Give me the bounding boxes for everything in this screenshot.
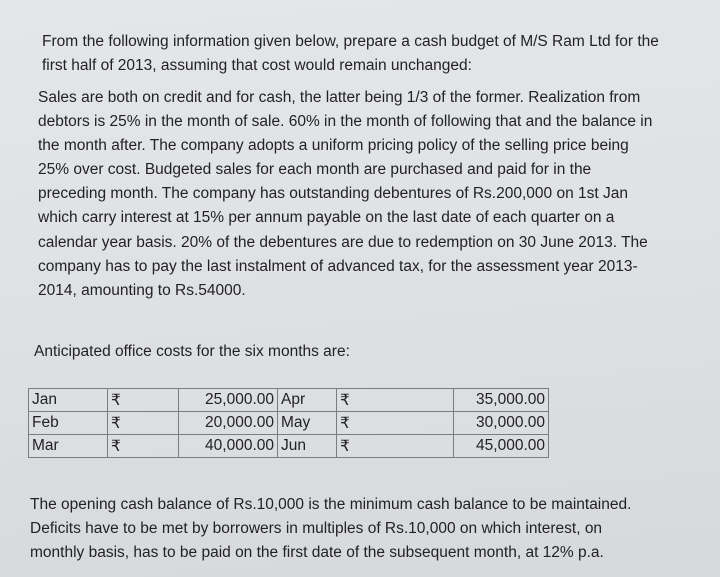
amount-cell: 35,000.00 <box>454 389 549 412</box>
text-line: company has to pay the last instalment of advanced tax, for the assessment year 2013- <box>38 257 638 275</box>
text-line: preceding month. The company has outstanding debentures of Rs.200,000 on 1st Jan <box>38 185 628 203</box>
text-line: monthly basis, has to be paid on the first date of the subsequent month, at 12% p.a. <box>30 544 604 562</box>
rupee-symbol: ₹ <box>337 435 454 458</box>
text-line: The opening cash balance of Rs.10,000 is the minimum cash balance to be maintained. <box>30 496 632 513</box>
rupee-symbol: ₹ <box>108 389 179 412</box>
month-cell: Feb <box>29 412 108 435</box>
amount-cell: 25,000.00 <box>179 389 278 412</box>
text-line: debtors is 25% in the month of sale. 60% in the month of following that and the balance in <box>38 113 653 131</box>
text-line: calendar year basis. 20% of the debentures are due to redemption on 30 June 2013. The <box>38 233 648 251</box>
amount-cell: 20,000.00 <box>179 412 278 435</box>
amount-cell: 45,000.00 <box>454 435 549 458</box>
month-cell: Apr <box>278 389 337 412</box>
amount-cell: 40,000.00 <box>179 435 278 458</box>
rupee-symbol: ₹ <box>337 389 454 412</box>
office-costs-heading: Anticipated office costs for the six months are: <box>34 343 350 360</box>
text-line: 25% over cost. Budgeted sales for each month are purchased and paid for in the <box>38 161 592 179</box>
text-line: 2014, amounting to Rs.54000. <box>38 281 246 299</box>
office-costs-table <box>28 388 549 458</box>
text-line: the month after. The company adopts a uniform pricing policy of the selling price being <box>38 137 629 155</box>
text-line: From the following information given below, prepare a cash budget of M/S Ram Ltd for the <box>42 33 659 50</box>
table-row <box>29 435 549 458</box>
closing-note <box>30 493 631 566</box>
text-line: Sales are both on credit and for cash, the latter being 1/3 of the former. Realization from <box>38 89 641 106</box>
question-intro <box>42 30 659 77</box>
rupee-symbol: ₹ <box>337 412 454 435</box>
text-line: Deficits have to be met by borrowers in multiples of Rs.10,000 on which interest, on <box>30 520 603 538</box>
text-line: which carry interest at 15% per annum payable on the last date of each quarter on a <box>38 209 615 227</box>
amount-cell: 30,000.00 <box>454 412 549 435</box>
conditions-paragraph <box>38 86 652 303</box>
rupee-symbol: ₹ <box>108 412 179 435</box>
table-row <box>29 412 549 435</box>
text-line: first half of 2013, assuming that cost would remain unchanged: <box>42 56 472 74</box>
month-cell: Jan <box>29 389 108 412</box>
rupee-symbol: ₹ <box>108 435 179 458</box>
month-cell: Jun <box>278 435 337 458</box>
table-row <box>29 389 549 412</box>
month-cell: May <box>278 412 337 435</box>
month-cell: Mar <box>29 435 108 458</box>
